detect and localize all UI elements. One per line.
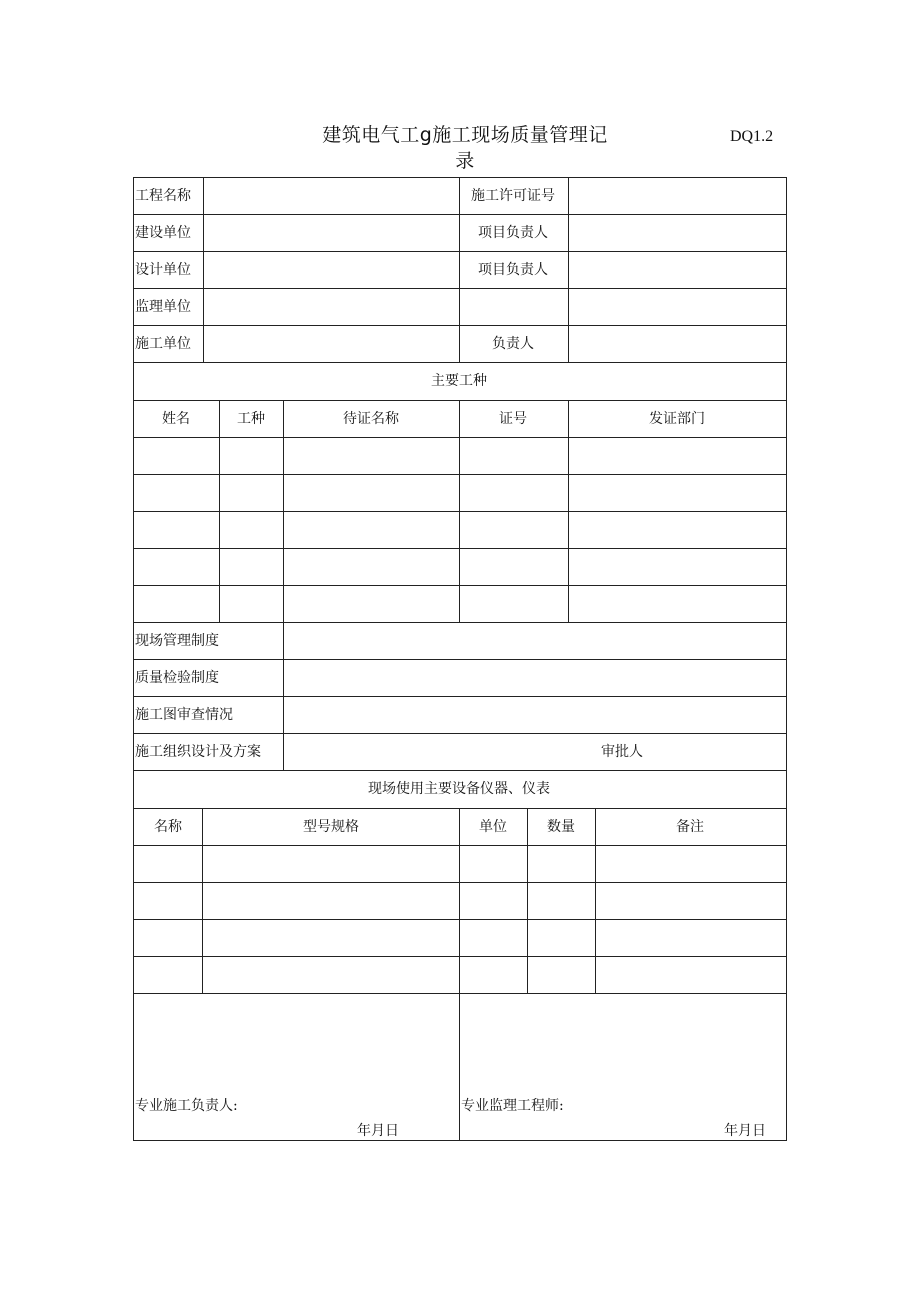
equipment-header-model: 型号规格 [303,819,359,835]
h-line [133,770,786,771]
contractor-date: 年月日 [357,1123,399,1139]
contractor-sign-label: 专业施工负责人: [135,1098,238,1114]
h-line [133,622,786,623]
equipment-section-title: 现场使用主要设备仪器、仪表 [368,781,550,797]
drawing-review-label: 施工图审查情况 [135,707,233,723]
trades-header-name: 姓名 [162,411,190,427]
trades-section-title: 主要工种 [431,373,487,389]
title-line-1: 建筑电气工g施工现场质量管理记 [322,124,608,146]
equipment-header-unit: 单位 [479,819,507,835]
v-line [283,400,284,622]
v-line [133,177,134,1141]
trades-header-issuer: 发证部门 [649,411,705,427]
site-mgmt-label: 现场管理制度 [135,633,219,649]
h-line [133,696,786,697]
builder-lead-label: 项目负责人 [478,225,548,241]
v-line [219,400,220,622]
constructor-label: 施工单位 [135,336,191,352]
v-line [202,808,203,993]
constructor-lead-label: 负责人 [492,336,534,352]
v-line [459,400,460,622]
supervisor-unit-label: 监理单位 [135,299,191,315]
h-line [133,659,786,660]
project-name-label: 工程名称 [135,188,191,204]
equipment-header-name: 名称 [154,819,182,835]
page-title [300,122,630,174]
approver-label: 审批人 [601,744,643,760]
v-line [203,177,204,362]
supervisor-date: 年月日 [724,1123,766,1139]
v-line [527,808,528,993]
equipment-header-remark: 备注 [676,819,704,835]
h-line [133,733,786,734]
designer-lead-label: 项目负责人 [478,262,548,278]
builder-label: 建设单位 [135,225,191,241]
h-line [133,362,786,363]
h-line [133,1140,786,1141]
v-line [595,808,596,993]
quality-check-label: 质量检验制度 [135,670,219,686]
title-line-2: 录 [455,150,475,172]
org-design-label: 施工组织设计及方案 [135,744,261,760]
form-code: DQ1.2 [730,128,774,145]
v-line [459,177,460,362]
v-line [568,400,569,622]
supervisor-sign-label: 专业监理工程师: [461,1098,564,1114]
trades-header-trade: 工种 [237,411,265,427]
designer-label: 设计单位 [135,262,191,278]
trades-header-cert-name: 待证名称 [343,411,399,427]
equipment-header-qty: 数量 [547,819,575,835]
v-line [459,808,460,993]
permit-label: 施工许可证号 [471,188,555,204]
v-line [283,622,284,770]
v-line [786,177,787,1141]
v-line [459,993,460,1140]
v-line [568,177,569,362]
trades-header-cert-no: 证号 [499,411,527,427]
